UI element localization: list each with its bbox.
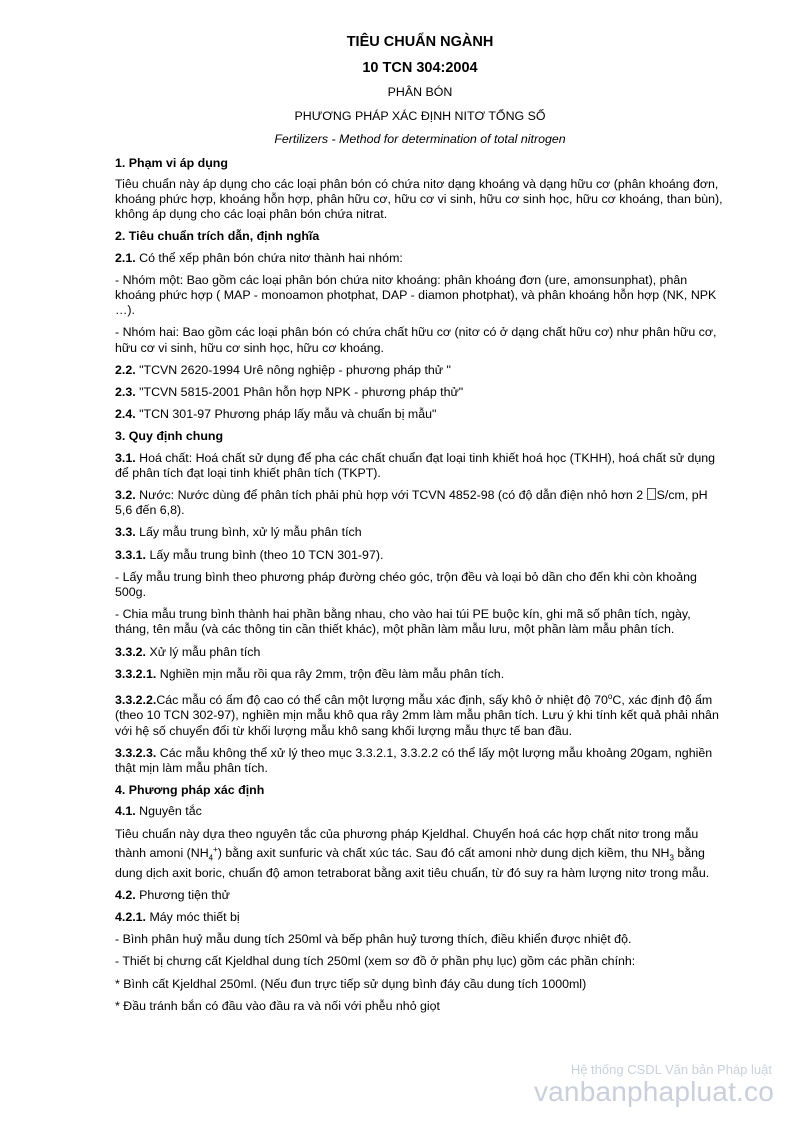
- para-3-3-2-3-num: 3.3.2.3.: [115, 745, 157, 760]
- equipment-item-1: - Bình phân huỷ mẫu dung tích 250ml và bếp phân huỷ tương thích, điều khiển được nhiệt độ.: [115, 932, 632, 947]
- para-2-4-num: 2.4.: [115, 407, 136, 422]
- para-3-3-2: [115, 645, 725, 660]
- para-3-3-1-num: 3.3.1.: [115, 547, 147, 562]
- para-3-3-num: 3.3.: [115, 525, 136, 540]
- para-4-2-text: Phương tiện thử: [135, 887, 230, 902]
- para-2-4: [115, 407, 725, 422]
- para-3-3-2-3-text: Các mẫu không thể xử lý theo mục 3.3.2.1, 3.3.2.2 có thể lấy một lượng mẫu khoảng 20gam, nghiền thật mịn làm mẫu phân tích.: [115, 745, 713, 776]
- watermark-line-1: Hệ thống CSDL Văn bản Pháp luật: [570, 1062, 772, 1077]
- para-3-3-2-1-text: Nghiền mịn mẫu rồi qua rây 2mm, trộn đều làm mẫu phân tích.: [156, 666, 505, 681]
- para-2-3-text: "TCVN 5815-2001 Phân hỗn hợp NPK - phương pháp thử": [135, 385, 464, 400]
- para-2-3: [115, 385, 725, 400]
- para-2-2-num: 2.2.: [115, 362, 136, 377]
- para-3-3-2-2-num: 3.3.2.2.: [115, 693, 157, 708]
- para-2-2-text: "TCVN 2620-1994 Urê nông nghiệp - phương pháp thử ": [135, 362, 451, 377]
- para-3-2: [115, 488, 725, 518]
- equipment-item-3: * Bình cất Kjeldhal 250ml. (Nếu đun trực tiếp sử dụng bình đáy cầu dung tích 1000ml): [115, 976, 587, 991]
- doc-english-title: Fertilizers - Method for determination of total nitrogen: [274, 132, 566, 147]
- para-4-2-num: 4.2.: [115, 887, 136, 902]
- para-2-4-text: "TCN 301-97 Phương pháp lấy mẫu và chuẩn bị mẫu": [135, 407, 437, 422]
- watermark-line-2: vanbanphapluat.co: [533, 1076, 774, 1107]
- para-3-3: [115, 525, 725, 540]
- equipment-item-2: - Thiết bị chưng cất Kjeldhal dung tích 250ml (xem sơ đồ ở phần phụ lục) gồm các phần chính:: [115, 954, 636, 969]
- principle-text-b: ) bằng axit sunfuric và chất xúc tác. Sau đó cất amoni nhờ dung dịch kiềm, thu NH: [217, 845, 670, 860]
- para-3-3-text: Lấy mẫu trung bình, xử lý mẫu phân tích: [135, 525, 362, 540]
- section-3-heading: 3. Quy định chung: [115, 429, 224, 444]
- document-page: [115, 34, 725, 1021]
- para-3-2-text: Nước: Nước dùng để phân tích phải phù hợp với TCVN 4852-98 (có độ dẫn điện nhỏ hơn 2: [135, 488, 647, 503]
- para-2-2: [115, 363, 725, 378]
- sampling-bullet-1: - Lấy mẫu trung bình theo phương pháp đường chéo góc, trộn đều và loại bỏ dần cho đến khi còn khoảng 500g.: [115, 569, 697, 600]
- para-3-2-num: 3.2.: [115, 488, 136, 503]
- para-3-3-2-2-text-b: C, xác định độ ẩm (theo 10 TCN 302-97), nghiền mịn mẫu khô qua rây 2mm làm mẫu phân tích. Lưu ý khi tính kết quả phải nhân với hệ số chuyển đổi từ khối lượng mẫu khô sang khối lượng mẫu thực tế ban đầu.: [115, 693, 719, 738]
- para-3-3-2-text: Xử lý mẫu phân tích: [146, 644, 261, 659]
- para-4-2: [115, 888, 725, 903]
- para-4-1: [115, 804, 725, 819]
- section-1-heading: 1. Phạm vi áp dụng: [115, 155, 228, 170]
- para-2-1-text: Có thể xếp phân bón chứa nitơ thành hai nhóm:: [135, 250, 403, 265]
- para-3-1: [115, 451, 725, 481]
- doc-title: TIÊU CHUẨN NGÀNH: [346, 34, 494, 50]
- para-4-2-1: [115, 910, 725, 925]
- doc-category: PHÂN BÓN: [387, 85, 453, 99]
- doc-code: 10 TCN 304:2004: [362, 60, 478, 76]
- para-3-3-2-num: 3.3.2.: [115, 644, 147, 659]
- section-1-text: Tiêu chuẩn này áp dụng cho các loại phân bón có chứa nitơ dạng khoáng và dạng hữu cơ (phân khoáng đơn, khoáng phức hợp, khoáng hỗn hợp, phân hữu cơ, hữu cơ vi sinh, hữu cơ sinh học, hữu cơ khoáng, than bùn), không áp dụng cho các loại phân bón chứa nitrat.: [115, 176, 723, 222]
- para-3-3-2-2-text-a: Các mẫu có ẩm độ cao có thể cân một lượng mẫu xác định, sấy khô ở nhiệt độ 70: [156, 693, 608, 708]
- para-3-3-1: [115, 548, 725, 563]
- doc-subject: PHƯƠNG PHÁP XÁC ĐỊNH NITƠ TỔNG SỐ: [294, 109, 546, 124]
- sup-plus: +: [213, 844, 218, 854]
- para-2-1-num: 2.1.: [115, 250, 136, 265]
- degree-sup: o: [607, 692, 613, 702]
- para-4-2-1-text: Máy móc thiết bị: [146, 910, 240, 925]
- para-3-3-2-3: [115, 746, 725, 776]
- sampling-bullet-2: - Chia mẫu trung bình thành hai phần bằng nhau, cho vào hai túi PE buộc kín, ghi mã số phân tích, ngày, tháng, tên mẫu (và các thông tin cần thiết khác), một phần làm mẫu lưu, một phần làm mẫu phân tích.: [115, 607, 691, 637]
- para-3-1-num: 3.1.: [115, 450, 136, 465]
- para-4-2-1-num: 4.2.1.: [115, 910, 147, 925]
- principle-text-c: bằng dung dịch axit boric, chuẩn độ amon tetraborat bằng axit tiêu chuẩn, từ đó suy ra hàm lượng nitơ trong mẫu.: [115, 845, 710, 880]
- para-3-3-1-text: Lấy mẫu trung bình (theo 10 TCN 301-97).: [146, 547, 384, 562]
- para-4-1-num: 4.1.: [115, 804, 136, 819]
- group-2-text: - Nhóm hai: Bao gồm các loại phân bón có chứa chất hữu cơ (nitơ có ở dạng chất hữu cơ) như phân hữu cơ, hữu cơ vi sinh, hữu cơ sinh học, hữu cơ khoáng.: [115, 325, 717, 355]
- para-3-3-2-1-num: 3.3.2.1.: [115, 666, 157, 681]
- sub-3: 3: [669, 853, 674, 863]
- para-3-3-2-2: [115, 689, 725, 739]
- para-2-3-num: 2.3.: [115, 385, 136, 400]
- para-3-3-2-1: [115, 667, 725, 682]
- group-1-text: - Nhóm một: Bao gồm các loại phân bón chứa nitơ khoáng: phân khoáng đơn (ure, amonsunphat), phân khoáng phức hợp ( MAP - monoamon photphat, DAP - diamon photphat), và phân khoáng hỗn hợp (NK, NPK …).: [115, 272, 717, 318]
- section-2-heading: 2. Tiêu chuẩn trích dẫn, định nghĩa: [115, 229, 320, 244]
- para-3-1-text: Hoá chất: Hoá chất sử dụng để pha các chất chuẩn đạt loại tinh khiết hoá học (TKHH), hoá chất sử dụng để phân tích đạt loại tinh khiết phân tích (TKPT).: [115, 450, 716, 480]
- para-3-2-text-2: S/cm, pH 5,6 đến 6,8).: [115, 488, 708, 518]
- principle-text-a: Tiêu chuẩn này dựa theo nguyên tắc của phương pháp Kjeldhal. Chuyển hoá các hợp chất nitơ trong mẫu thành amoni (NH: [115, 826, 699, 860]
- sub-4: 4: [208, 853, 214, 863]
- section-4-heading: 4. Phương pháp xác định: [115, 783, 265, 798]
- equipment-item-4: * Đầu tránh bắn có đầu vào đầu ra và nối với phễu nhỏ giọt: [115, 998, 441, 1013]
- para-4-1-text: Nguyên tắc: [135, 804, 202, 819]
- missing-glyph-box: [647, 488, 656, 500]
- principle-text: [115, 827, 725, 881]
- para-2-1: [115, 251, 725, 266]
